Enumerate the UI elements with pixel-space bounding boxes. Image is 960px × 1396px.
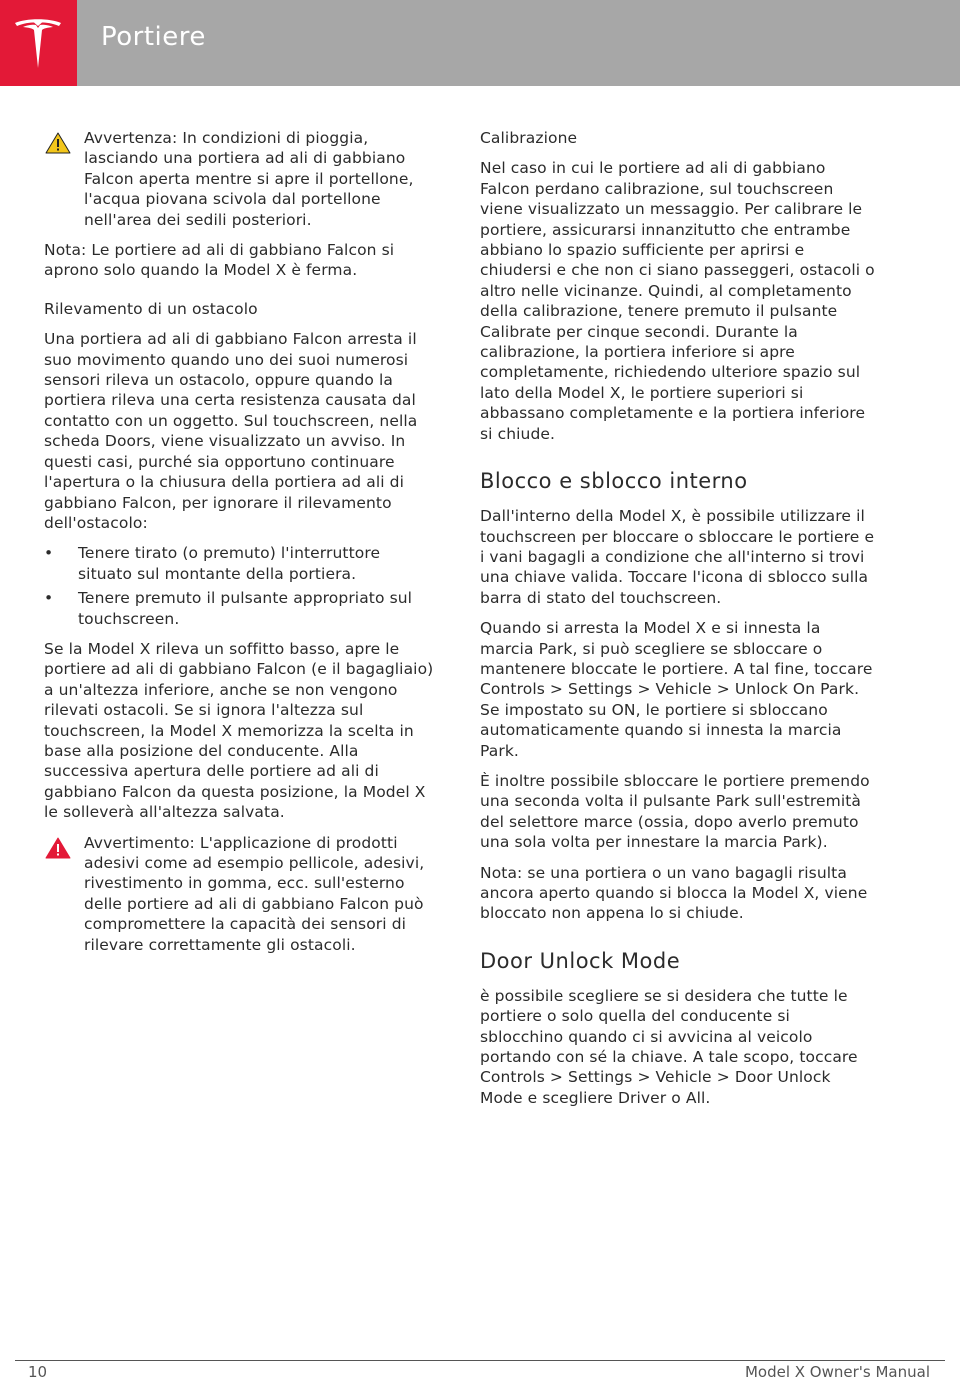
interior-lock-heading: Blocco e sblocco interno: [480, 469, 748, 494]
warning-triangle-icon: [45, 132, 71, 154]
override-bullet-list: [44, 543, 439, 629]
left-column: [44, 128, 439, 965]
tesla-logo-icon: [12, 14, 64, 72]
door-unlock-mode-heading: Door Unlock Mode: [480, 948, 681, 973]
calibration-paragraph: Nel caso in cui le portiere ad ali di gabbiano Falcon perdano calibrazione, sul touchscreen viene visualizzato un messaggio. Per calibrare le portiere, assicurarsi innanzitutto che entrambe abbiano lo spazio sufficiente per aprirsi e chiudersi e che non ci siano passeggeri, ostacoli o altro nelle vicinanze. Quindi, al completamento della calibrazione, tenere premuto il pulsante Calibrate per cinque secondi. Durante la calibrazione, la portiera inferiore si apre completamente, richiedendo ulteriore spazio sul lato della Model X, le portiere superiori si abbassano completamente e la portiera inferiore si chiude.: [480, 159, 875, 443]
rain-warning-text: Avvertenza: In condizioni di pioggia, lasciando una portiera ad ali di gabbiano Falcon aperta mentre si apre il portellone, l'acqua piovana scivola dal portellone nell'area dei sedili posteriori.: [84, 129, 414, 229]
footer-divider: [15, 1360, 945, 1361]
stationary-note: Nota: Le portiere ad ali di gabbiano Falcon si aprono solo quando la Model X è ferma.: [44, 241, 395, 280]
interior-lock-paragraph-1: Dall'interno della Model X, è possibile utilizzare il touchscreen per bloccare o sbloccare le portiere e i vani bagagli a condizione che all'interno si trovi una chiave valida. Toccare l'icona di sblocco sulla barra di stato del touchscreen.: [480, 507, 875, 607]
right-column: [480, 128, 875, 1118]
page-header: [0, 0, 960, 86]
adhesive-warning-text: Avvertimento: L'applicazione di prodotti adesivi come ad esempio pellicole, adesivi, rivestimento in gomma, ecc. sull'esterno delle portiere ad ali di gabbiano Falcon può compromettere la capacità dei sensori di rilevare correttamente gli ostacoli.: [84, 833, 425, 954]
list-item: [44, 588, 439, 629]
danger-triangle-icon: [45, 837, 71, 859]
door-unlock-mode-paragraph: è possibile scegliere se si desidera che tutte le portiere o solo quella del conducente si sblocchino quando ci si avvicina al veicolo portando con sé la chiave. A tale scopo, toccare Controls > Settings > Vehicle > Door Unlock Mode e scegliere Driver o All.: [480, 986, 858, 1107]
manual-title: Model X Owner's Manual: [744, 1363, 930, 1381]
section-title: Portiere: [101, 22, 206, 52]
obstacle-paragraph: Una portiera ad ali di gabbiano Falcon arresta il suo movimento quando uno dei suoi numerosi sensori rileva un ostacolo, oppure quando la portiera rileva una certa resistenza causata dal contatto con un oggetto. Sul touchscreen, nella scheda Doors, viene visualizzato un avviso. In questi casi, purché sia opportuno continuare l'apertura o la chiusura della portiera ad ali di gabbiano Falcon, per ignorare il rilevamento dell'ostacolo:: [44, 330, 418, 532]
page-number: 10: [28, 1363, 48, 1381]
list-item-text: Tenere tirato (o premuto) l'interruttore situato sul montante della portiera.: [78, 544, 381, 583]
bullet-icon: •: [44, 544, 54, 563]
obstacle-heading: Rilevamento di un ostacolo: [44, 299, 258, 318]
low-ceiling-paragraph: Se la Model X rileva un soffitto basso, apre le portiere ad ali di gabbiano Falcon (e il bagagliaio) a un'altezza inferiore, anche se non vengono rilevati ostacoli. Se si ignora l'altezza sul touchscreen, la Model X memorizza la scelta in base alla posizione del conducente. Alla successiva apertura delle portiere ad ali di gabbiano Falcon da questa posizione, la Model X le solleverà all'altezza salvata.: [44, 639, 434, 822]
interior-lock-paragraph-3: È inoltre possibile sbloccare le portiere premendo una seconda volta il pulsante Park sull'estremità del selettore marce (ossia, dopo averlo premuto una sola volta per innestare la marcia Park).: [480, 771, 870, 852]
list-item-text: Tenere premuto il pulsante appropriato sul touchscreen.: [78, 589, 413, 628]
interior-lock-note: Nota: se una portiera o un vano bagagli risulta ancora aperto quando si blocca la Model X, viene bloccato non appena lo si chiude.: [480, 863, 868, 923]
tesla-logo-block: [0, 0, 77, 86]
interior-lock-paragraph-2: Quando si arresta la Model X e si innesta la marcia Park, si può scegliere se sbloccare o mantenere bloccate le portiere. A tal fine, toccare Controls > Settings > Vehicle > Unlock On Park. Se impostato su ON, le portiere si sbloccano automaticamente quando si innesta la marcia Park.: [480, 619, 873, 760]
bullet-icon: •: [44, 589, 54, 608]
calibration-heading: Calibrazione: [480, 129, 578, 147]
list-item: [44, 543, 439, 584]
rain-warning-callout: [44, 128, 439, 230]
adhesive-warning-callout: [44, 833, 439, 955]
